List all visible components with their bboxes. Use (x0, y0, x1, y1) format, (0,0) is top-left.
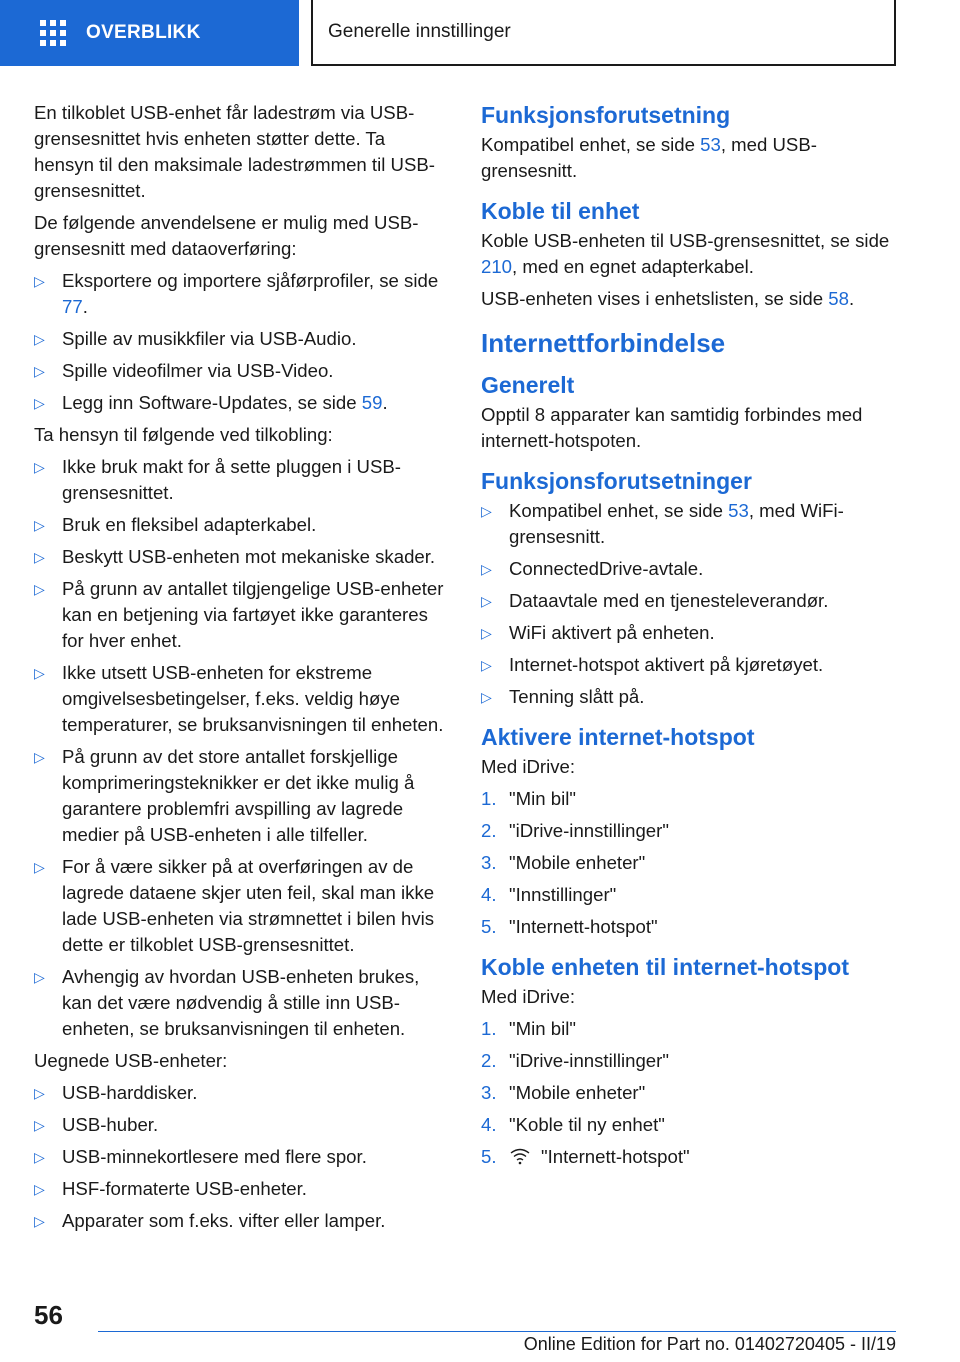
list-item: ▷ ConnectedDrive-avtale. (481, 556, 896, 582)
paragraph-connection-notes: Ta hensyn til følgende ved tilkobling: (34, 424, 333, 445)
list-item: ▷ Apparater som f.eks. vifter eller lamper. (34, 1208, 449, 1234)
list-item: ▷ Legg inn Software-Updates, se side 59. (34, 390, 449, 416)
list-item: ▷ Beskytt USB-enheten mot mekaniske skader. (34, 544, 449, 570)
triangle-bullet-icon: ▷ (34, 395, 45, 411)
list-item: ▷ Kompatibel enhet, se side 53, med WiFi-grensesnitt. (481, 500, 844, 547)
list-item: 3. "Mobile enheter" (481, 852, 646, 873)
triangle-bullet-icon: ▷ (34, 363, 45, 379)
triangle-bullet-icon: ▷ (34, 665, 45, 681)
list-item: 4. "Innstillinger" (481, 884, 617, 905)
list-item: ▷ Tenning slått på. (481, 684, 896, 710)
triangle-bullet-icon: ▷ (481, 689, 492, 705)
heading-connect-to-hotspot: Koble enheten til internet-hotspot (481, 954, 849, 980)
triangle-bullet-icon: ▷ (34, 581, 45, 597)
list-item: ▷ På grunn av det store antallet forskjellige komprimeringsteknikker er det ikke mulig å garantere problemfri avspilling av lagrede medier på USB-enheten i alle tilfeller. (34, 746, 415, 845)
triangle-bullet-icon: ▷ (481, 625, 492, 641)
triangle-bullet-icon: ▷ (34, 1117, 45, 1133)
triangle-bullet-icon: ▷ (481, 561, 492, 577)
list-item: ▷ For å være sikker på at overføringen av de lagrede dataene skjer uten feil, skal man ikke lade USB-enheten via strømnettet i bilen hvis dette er tilkoblet USB-grensesnittet. (34, 856, 435, 955)
overview-tab[interactable] (0, 0, 299, 66)
triangle-bullet-icon: ▷ (34, 1181, 45, 1197)
triangle-bullet-icon: ▷ (34, 969, 45, 985)
list-item: ▷ Ikke utsett USB-enheten for ekstreme omgivelsesbetingelser, f.eks. veldig høye temperaturer, se bruksanvisningen til enheten. (34, 662, 444, 735)
section-title-box (311, 0, 896, 66)
triangle-bullet-icon: ▷ (34, 1085, 45, 1101)
list-item: 2. "iDrive-innstillinger" (481, 1050, 669, 1071)
triangle-bullet-icon: ▷ (34, 459, 45, 475)
list-item: ▷ USB-minnekortlesere med flere spor. (34, 1144, 449, 1170)
triangle-bullet-icon: ▷ (481, 657, 492, 673)
wifi-icon (509, 1147, 531, 1165)
paragraph-general: Opptil 8 apparater kan samtidig forbindes med internett-hotspoten. (481, 404, 863, 451)
paragraph-idrive: Med iDrive: (481, 756, 576, 777)
heading-requirements: Funksjonsforutsetninger (481, 468, 752, 494)
heading-general: Generelt (481, 372, 575, 398)
footer-divider (98, 1331, 896, 1332)
list-item: 2. "iDrive-innstillinger" (481, 820, 669, 841)
triangle-bullet-icon: ▷ (34, 749, 45, 765)
section-title: Generelle innstillinger (328, 21, 511, 42)
paragraph-connect-device: Koble USB-enheten til USB-grensesnittet, se side 210, med en egnet adapterkabel. (481, 230, 890, 277)
unsuitable-list (34, 1080, 449, 1234)
triangle-bullet-icon: ▷ (34, 859, 45, 875)
paragraph-device-shown: USB-enheten vises i enhetslisten, se side 58. (481, 288, 855, 309)
page-ref-link[interactable]: 53 (700, 134, 721, 155)
page-ref-link[interactable]: 53 (728, 500, 749, 521)
overview-tab-label: OVERBLIKK (86, 22, 201, 43)
left-column (34, 100, 449, 1240)
triangle-bullet-icon: ▷ (34, 549, 45, 565)
list-item: 3. "Mobile enheter" (481, 1082, 646, 1103)
triangle-bullet-icon: ▷ (34, 1149, 45, 1165)
heading-connect-device: Koble til enhet (481, 198, 640, 224)
heading-activate-hotspot: Aktivere internet-hotspot (481, 724, 755, 750)
activate-steps-list (481, 786, 896, 940)
list-item: 1. "Min bil" (481, 788, 576, 809)
list-item: 4. "Koble til ny enhet" (481, 1114, 665, 1135)
heading-requirement: Funksjonsforutsetning (481, 102, 731, 128)
triangle-bullet-icon: ▷ (481, 593, 492, 609)
triangle-bullet-icon: ▷ (481, 503, 492, 519)
connection-notes-list (34, 454, 449, 1042)
triangle-bullet-icon: ▷ (34, 1213, 45, 1229)
page-number: 56 (34, 1300, 63, 1330)
paragraph-charging: En tilkoblet USB-enhet får ladestrøm via USB-grensesnittet hvis enheten støtter dette. Ta hensyn til den maksimale ladestrømmen til USB-grensesnittet. (34, 102, 435, 201)
list-item: ▷ HSF-formaterte USB-enheter. (34, 1176, 449, 1202)
list-item: 1. "Min bil" (481, 1018, 576, 1039)
requirements-list (481, 498, 896, 710)
uses-list (34, 268, 449, 416)
right-column (481, 100, 896, 1176)
triangle-bullet-icon: ▷ (34, 331, 45, 347)
list-item: ▷ WiFi aktivert på enheten. (481, 620, 896, 646)
page-ref-link[interactable]: 210 (481, 256, 513, 277)
paragraph-requirement: Kompatibel enhet, se side 53, med USB-grensesnitt. (481, 134, 817, 181)
page-ref-link[interactable]: 58 (828, 288, 849, 309)
list-item: ▷ Spille av musikkfiler via USB-Audio. (34, 326, 449, 352)
list-item: 5. "Internett-hotspot" (481, 916, 658, 937)
list-item: ▷ Bruk en fleksibel adapterkabel. (34, 512, 449, 538)
paragraph-uses: De følgende anvendelsene er mulig med USB-grensesnitt med dataoverføring: (34, 212, 419, 259)
triangle-bullet-icon: ▷ (34, 273, 45, 289)
list-item: ▷ Avhengig av hvordan USB-enheten brukes, kan det være nødvendig å stille inn USB-enheten, se bruksanvisningen til enheten. (34, 966, 420, 1039)
grid-menu-icon (40, 20, 66, 46)
triangle-bullet-icon: ▷ (34, 517, 45, 533)
paragraph-idrive: Med iDrive: (481, 986, 576, 1007)
list-item: ▷ Eksportere og importere sjåførprofiler, se side 77. (34, 270, 439, 317)
list-item: 5. "Internett-hotspot" (481, 1146, 690, 1167)
page-ref-link[interactable]: 59 (361, 392, 383, 413)
list-item: ▷ USB-huber. (34, 1112, 449, 1138)
paragraph-unsuitable: Uegnede USB-enheter: (34, 1050, 228, 1071)
list-item: ▷ På grunn av antallet tilgjengelige USB-enheter kan en betjening via fartøyet ikke garanteres for hver enhet. (34, 578, 444, 651)
list-item: ▷ Dataavtale med en tjenesteleverandør. (481, 588, 896, 614)
list-item: ▷ Spille videofilmer via USB-Video. (34, 358, 449, 384)
list-item: ▷ USB-harddisker. (34, 1080, 449, 1106)
heading-internet-connection: Internettforbindelse (481, 328, 726, 358)
edition-footer: Online Edition for Part no. 01402720405 - II/19 (523, 1334, 896, 1354)
list-item: ▷ Ikke bruk makt for å sette pluggen i USB-grensesnittet. (34, 456, 401, 503)
list-item: ▷ Internet-hotspot aktivert på kjøretøyet. (481, 652, 896, 678)
connect-steps-list (481, 1016, 896, 1170)
page-ref-link[interactable]: 77 (62, 296, 83, 317)
